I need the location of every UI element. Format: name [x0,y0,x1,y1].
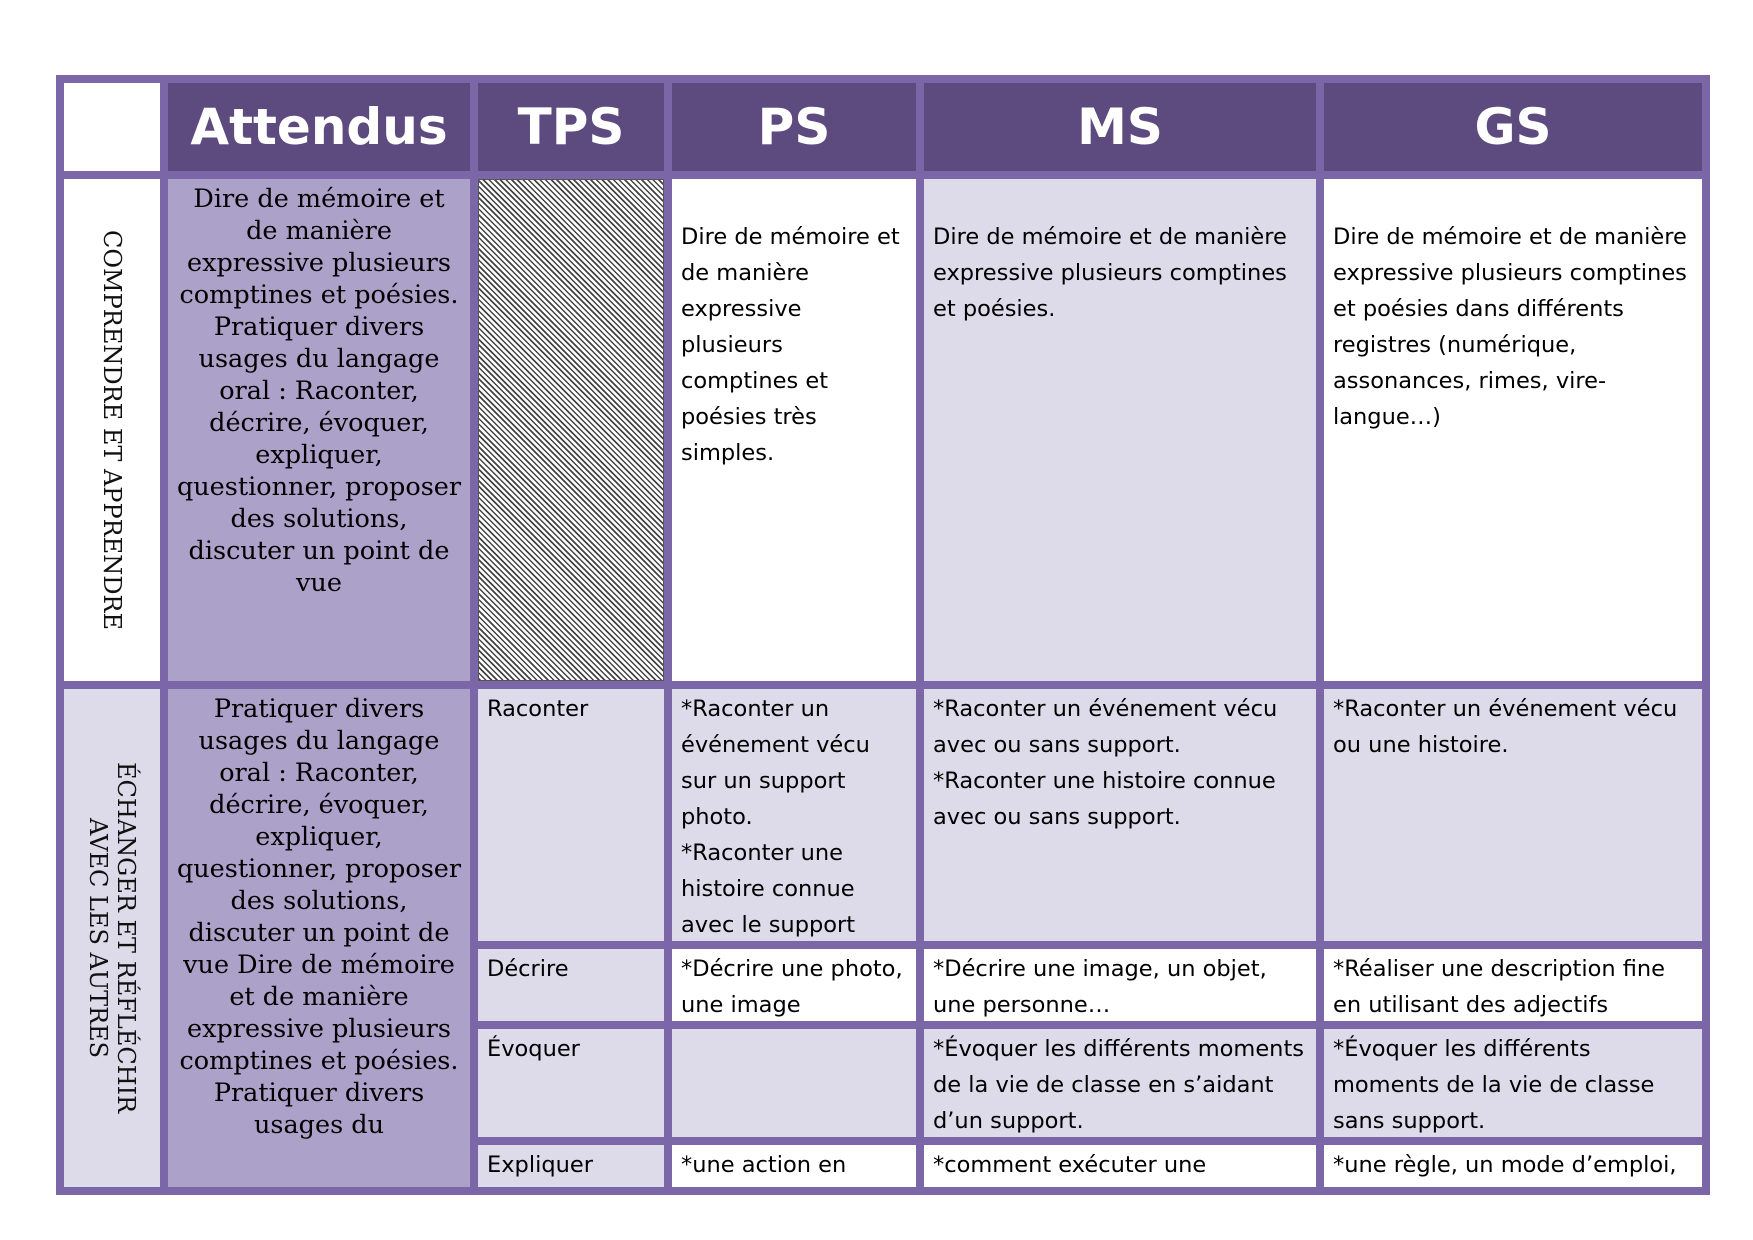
ms-evoquer: *Évoquer les différents moments de la vie de classe en s’aidant d’un support. [924,1029,1316,1137]
attendus-cell-1: Dire de mémoire et de manière expressive plusieurs comptines et poésies. Pratiquer divers usages du langage oral : Raconter, décrire, évoquer, expliquer, questionner, proposer des solutions, discuter un point de vue [168,179,470,681]
corner-cell [64,83,160,171]
gs-evoquer: *Évoquer les différents moments de la vie de classe sans support. [1324,1029,1702,1137]
ps-cell-1: Dire de mémoire et de manière expressive plusieurs comptines et poésies très simples. [672,179,916,681]
header-attendus: Attendus [168,83,470,171]
attendus-cell-2: Pratiquer divers usages du langage oral : Raconter, décrire, évoquer, expliquer, questionner, proposer des solutions, discuter un point de vue Dire de mémoire et de manière expressive plusieurs comptines et poésies. Pratiquer divers usages du [168,689,470,1187]
header-ps: PS [672,83,916,171]
tps-hatched-cell [478,179,664,681]
ms-expliquer: *comment exécuter une [924,1145,1316,1187]
ps-decrire: *Décrire une photo, une image [672,949,916,1021]
domain-label-comprendre [64,179,160,681]
header-ms: MS [924,83,1316,171]
gs-raconter: *Raconter un événement vécu ou une histoire. [1324,689,1702,941]
gs-cell-1: Dire de mémoire et de manière expressive plusieurs comptines et poésies dans différents registres (numérique, assonances, rimes, vire-langue…) [1324,179,1702,681]
ms-raconter: *Raconter un événement vécu avec ou sans support. *Raconter une histoire connue avec ou sans support. [924,689,1316,941]
domain-text-echanger: ÉCHANGER ET RÉFLÉCHIR AVEC LES AUTRES [84,762,140,1114]
domain-label-echanger [64,689,160,1187]
row-label-expliquer: Expliquer [478,1145,664,1187]
gs-decrire: *Réaliser une description fine en utilisant des adjectifs [1324,949,1702,1021]
ms-decrire: *Décrire une image, un objet, une personne… [924,949,1316,1021]
header-tps: TPS [478,83,664,171]
row-label-evoquer: Évoquer [478,1029,664,1137]
row-label-raconter: Raconter [478,689,664,941]
header-gs: GS [1324,83,1702,171]
ps-raconter: *Raconter un événement vécu sur un support photo. *Raconter une histoire connue avec le support [672,689,916,941]
ms-cell-1: Dire de mémoire et de manière expressive plusieurs comptines et poésies. [924,179,1316,681]
ps-evoquer [672,1029,916,1137]
gs-expliquer: *une règle, un mode d’emploi, [1324,1145,1702,1187]
ps-expliquer: *une action en [672,1145,916,1187]
domain-text-comprendre: COMPRENDRE ET APPRENDRE [98,229,126,631]
row-label-decrire: Décrire [478,949,664,1021]
